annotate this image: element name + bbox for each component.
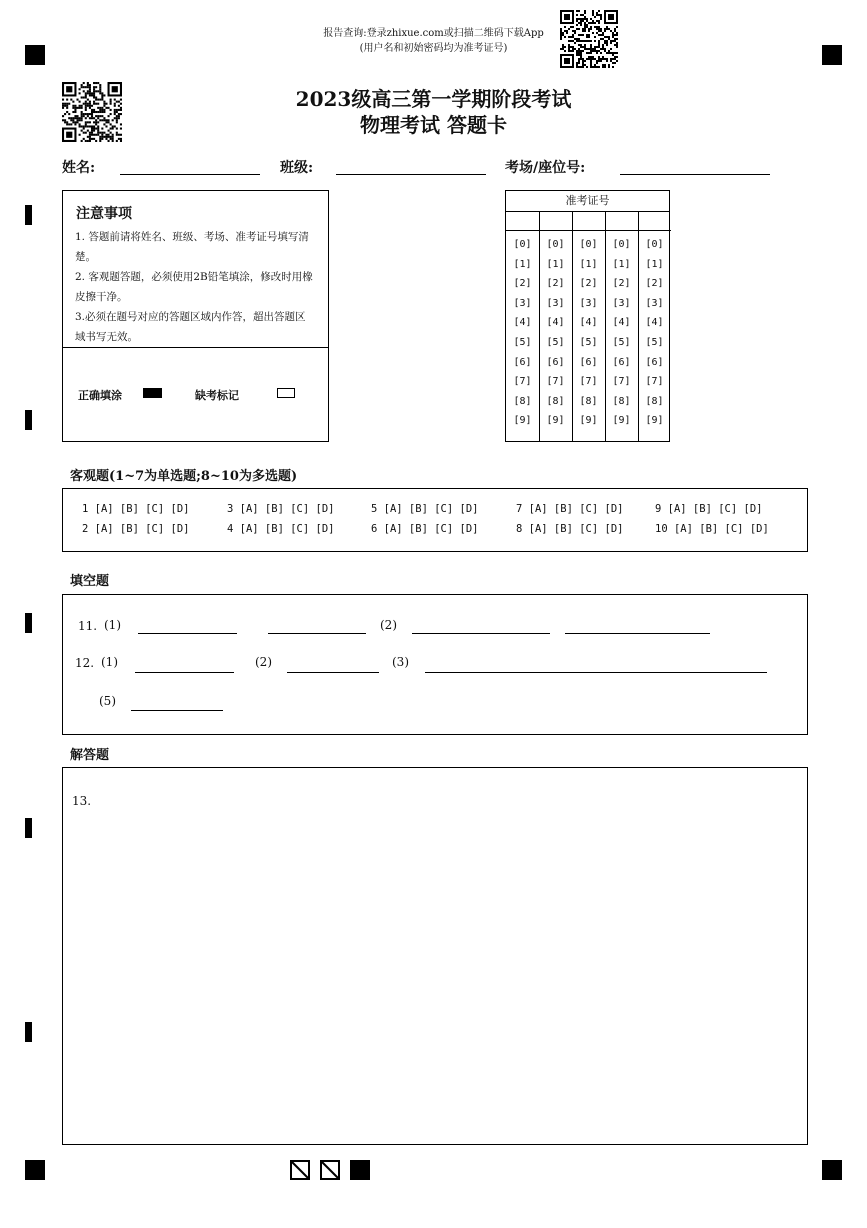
exam-id-bubble[interactable]: [2] — [546, 278, 565, 290]
exam-id-write-cell[interactable] — [506, 211, 539, 231]
exam-id-bubble[interactable]: [9] — [579, 415, 598, 427]
exam-id-bubble[interactable]: [3] — [546, 297, 565, 309]
exam-id-bubble[interactable]: [7] — [612, 376, 631, 388]
exam-id-bubble[interactable]: [7] — [645, 376, 664, 388]
seat-label: 考场/座位号: — [505, 160, 586, 176]
exam-id-bubble[interactable]: [8] — [579, 395, 598, 407]
q12-part5-label: (5) — [99, 694, 116, 708]
exam-id-write-cell[interactable] — [539, 211, 572, 231]
q12-answer-blank[interactable] — [287, 672, 379, 673]
mc-question-bubbles[interactable]: 6 [A] [B] [C] [D] — [371, 523, 479, 535]
exam-id-bubble[interactable]: [9] — [645, 415, 664, 427]
q12-answer-blank[interactable] — [425, 672, 767, 673]
exam-id-bubble[interactable]: [4] — [579, 317, 598, 329]
timing-mark — [25, 613, 32, 633]
exam-id-column-divider — [539, 211, 540, 441]
exam-id-bubble[interactable]: [7] — [513, 376, 532, 388]
q11-answer-blank[interactable] — [138, 633, 237, 634]
exam-id-bubble[interactable]: [5] — [612, 337, 631, 348]
seat-field[interactable] — [620, 174, 770, 175]
exam-id-bubble[interactable]: [3] — [579, 297, 598, 309]
class-label: 班级: — [280, 160, 314, 176]
exam-id-bubble[interactable]: [5] — [645, 337, 664, 348]
exam-id-bubble[interactable]: [5] — [546, 337, 565, 348]
exam-id-bubble[interactable]: [0] — [513, 239, 532, 250]
exam-id-column — [605, 211, 638, 441]
exam-id-write-cell[interactable] — [605, 211, 638, 231]
exam-id-grid — [505, 190, 670, 442]
exam-id-bubble[interactable]: [1] — [513, 258, 532, 270]
exam-id-title: 准考证号 — [506, 191, 669, 212]
absent-mark-label: 缺考标记 — [195, 389, 239, 402]
answer-section-title: 解答题 — [70, 748, 110, 763]
exam-id-bubble[interactable]: [3] — [645, 297, 664, 309]
crossed-box-mark — [290, 1160, 310, 1180]
crossed-box-mark — [320, 1160, 340, 1180]
q12-answer-blank[interactable] — [135, 672, 234, 673]
exam-id-bubble[interactable]: [9] — [546, 415, 565, 427]
notice-item: 2. 客观题答题，必须使用2B铅笔填涂，修改时用橡皮擦干净。 — [75, 271, 313, 303]
exam-id-column — [638, 211, 671, 441]
mc-question-bubbles[interactable]: 3 [A] [B] [C] [D] — [227, 503, 335, 515]
name-field[interactable] — [120, 174, 260, 175]
exam-id-bubble[interactable]: [2] — [645, 278, 664, 290]
mc-question-bubbles[interactable]: 8 [A] [B] [C] [D] — [516, 523, 624, 535]
question-13-number: 13. — [72, 794, 92, 808]
timing-mark — [25, 410, 32, 430]
q12-part1-label: (1) — [101, 655, 118, 669]
notice-item: 1. 答题前请将姓名、班级、考场、准考证号填写清楚。 — [75, 231, 309, 263]
qr-code-download — [560, 10, 618, 68]
exam-id-bubble[interactable]: [1] — [612, 258, 631, 270]
exam-id-bubble[interactable]: [3] — [612, 297, 631, 309]
mc-question-bubbles[interactable]: 9 [A] [B] [C] [D] — [655, 503, 763, 515]
mc-question-bubbles[interactable]: 4 [A] [B] [C] [D] — [227, 523, 335, 535]
notice-item: 3.必须在题号对应的答题区域内作答，超出答题区域书写无效。 — [75, 311, 306, 343]
correct-fill-label: 正确填涂 — [78, 389, 122, 402]
timing-mark — [25, 1022, 32, 1042]
question-12-number: 12. — [75, 656, 95, 670]
exam-id-bubble[interactable]: [4] — [612, 317, 631, 329]
exam-id-bubble[interactable]: [0] — [645, 239, 664, 250]
exam-id-column-divider — [638, 211, 639, 441]
exam-id-bubble[interactable]: [0] — [579, 239, 598, 250]
exam-id-bubble[interactable]: [6] — [579, 356, 598, 368]
objective-answer-box — [62, 488, 808, 552]
q12-part3-label: (3) — [392, 655, 409, 669]
exam-id-bubble[interactable]: [1] — [645, 258, 664, 270]
exam-id-bubble[interactable]: [4] — [546, 317, 565, 329]
report-query-note: 报告查询:登录zhixue.com或扫描二维码下载App — [323, 28, 544, 39]
exam-id-bubble[interactable]: [7] — [546, 376, 565, 388]
exam-id-write-cell[interactable] — [572, 211, 605, 231]
timing-mark — [25, 818, 32, 838]
exam-id-bubble[interactable]: [0] — [546, 239, 565, 250]
mc-question-bubbles[interactable]: 10 [A] [B] [C] [D] — [655, 523, 769, 535]
mc-question-bubbles[interactable]: 7 [A] [B] [C] [D] — [516, 503, 624, 515]
notice-list — [75, 227, 315, 347]
exam-id-bubble[interactable]: [8] — [645, 395, 664, 407]
notice-title: 注意事项 — [76, 206, 132, 222]
exam-id-bubble[interactable]: [6] — [546, 356, 565, 368]
exam-id-bubble[interactable]: [8] — [546, 395, 565, 407]
q12-answer-blank[interactable] — [131, 710, 223, 711]
q11-answer-blank[interactable] — [268, 633, 366, 634]
exam-id-bubble[interactable]: [3] — [513, 297, 532, 309]
exam-id-bubble[interactable]: [4] — [513, 317, 532, 329]
exam-id-bubble[interactable]: [6] — [645, 356, 664, 368]
corner-mark-bottom-left — [25, 1160, 45, 1180]
absent-mark-checkbox[interactable] — [277, 388, 295, 398]
exam-id-column — [506, 211, 539, 441]
mc-question-bubbles[interactable]: 2 [A] [B] [C] [D] — [82, 523, 190, 535]
exam-id-bubble[interactable]: [4] — [645, 317, 664, 329]
q11-part1-label: (1) — [104, 618, 121, 632]
exam-id-bubble[interactable]: [1] — [579, 258, 598, 270]
q11-part2-label: (2) — [380, 618, 397, 632]
q12-part2-label: (2) — [255, 655, 272, 669]
exam-id-column — [539, 211, 572, 441]
exam-id-bubble[interactable]: [8] — [612, 395, 631, 407]
exam-id-bubble[interactable]: [9] — [513, 415, 532, 427]
exam-id-bubble[interactable]: [6] — [513, 356, 532, 368]
exam-id-column-divider — [605, 211, 606, 441]
exam-id-write-cell[interactable] — [638, 211, 671, 231]
corner-mark-bottom-right — [822, 1160, 842, 1180]
exam-id-bubble[interactable]: [5] — [513, 337, 532, 348]
exam-title: 2023级高三第一学期阶段考试 — [295, 87, 572, 111]
mc-question-bubbles[interactable]: 5 [A] [B] [C] [D] — [371, 503, 479, 515]
name-label: 姓名: — [62, 160, 96, 176]
q11-answer-blank[interactable] — [412, 633, 550, 634]
exam-id-column-divider — [572, 211, 573, 441]
timing-mark — [25, 205, 32, 225]
q13-answer-area[interactable] — [62, 767, 808, 1145]
password-note: (用户名和初始密码均为准考证号) — [359, 43, 508, 54]
exam-id-bubble[interactable]: [7] — [579, 376, 598, 388]
exam-id-bubble[interactable]: [2] — [513, 278, 532, 290]
objective-section-title: 客观题(1~7为单选题;8~10为多选题) — [70, 469, 298, 484]
mc-question-bubbles[interactable]: 1 [A] [B] [C] [D] — [82, 503, 190, 515]
question-11-number: 11. — [78, 619, 98, 633]
solid-box-mark — [350, 1160, 370, 1180]
exam-id-bubble[interactable]: [2] — [579, 278, 598, 290]
fill-answer-box — [62, 594, 808, 735]
exam-id-bubble[interactable]: [8] — [513, 395, 532, 407]
class-field[interactable] — [336, 174, 486, 175]
exam-id-bubble[interactable]: [2] — [612, 278, 631, 290]
exam-id-bubble[interactable]: [9] — [612, 415, 631, 427]
fill-section-title: 填空题 — [70, 574, 110, 589]
sheet-title: 物理考试 答题卡 — [360, 113, 507, 137]
exam-id-bubble[interactable]: [6] — [612, 356, 631, 368]
notice-divider — [62, 347, 329, 348]
exam-id-bubble[interactable]: [0] — [612, 239, 631, 250]
correct-fill-sample — [143, 388, 162, 398]
exam-id-bubble[interactable]: [5] — [579, 337, 598, 348]
q11-answer-blank[interactable] — [565, 633, 710, 634]
exam-id-bubble[interactable]: [1] — [546, 258, 565, 270]
exam-id-column — [572, 211, 605, 441]
